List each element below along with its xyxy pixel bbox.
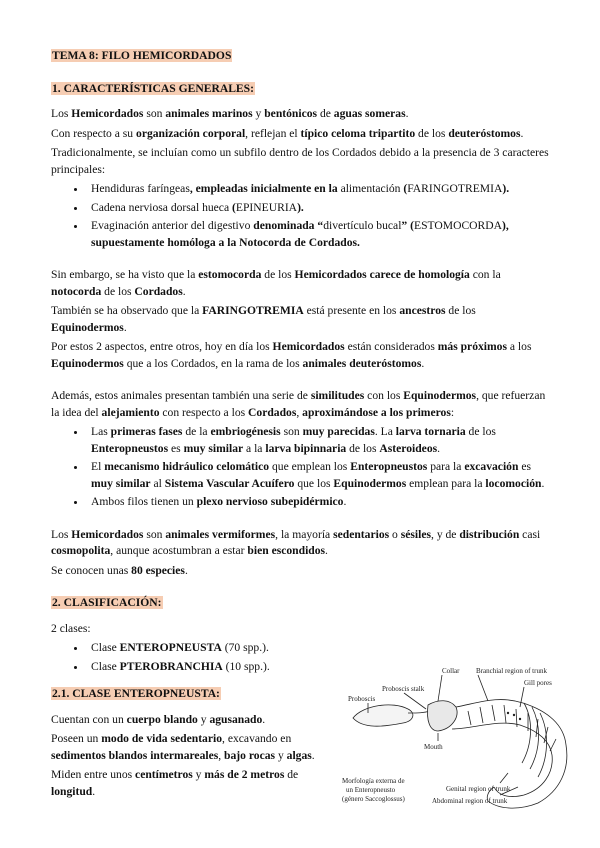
bold-term: ” ( xyxy=(401,219,414,232)
bold-term: PTEROBRANCHIA xyxy=(119,659,223,673)
paragraph: Los Hemicordados son animales vermiformes, la mayoría sedentarios o sésiles, y de distribución casi cosmopolita, aunque acostumbran a estar bien escondidos. xyxy=(51,527,541,557)
paragraph: Los Hemicordados son animales marinos y bentónicos de aguas someras. xyxy=(51,107,409,120)
label-proboscis-stalk: Proboscis stalk xyxy=(382,685,425,693)
bold-term: aproximándose a los primeros xyxy=(302,405,451,419)
label-collar: Collar xyxy=(442,667,460,675)
bold-term: muy similar xyxy=(91,476,151,490)
bullet-list xyxy=(51,424,551,511)
page-title: TEMA 8: FILO HEMICORDADOS xyxy=(52,49,232,62)
bold-term: Equinodermos xyxy=(333,476,407,490)
bold-term: bentónicos xyxy=(264,107,318,120)
list-item: • Cadena nerviosa dorsal hueca (EPINEURIA). xyxy=(87,200,551,217)
bold-term: bajo rocas xyxy=(224,748,276,762)
paragraph: También se ha observado que la FARINGOTREMIA está presente en los ancestros de los Equinodermos. xyxy=(51,304,476,334)
caption-line-3: (género Saccoglossus) xyxy=(342,795,405,803)
bold-term: excavación xyxy=(464,460,519,473)
bold-term: 80 especies xyxy=(131,563,185,577)
bold-term: sésiles xyxy=(400,527,432,541)
bold-term: ( xyxy=(229,200,236,214)
bold-term: ). xyxy=(297,200,304,214)
bold-term: estomocorda xyxy=(198,268,262,281)
section-1-heading: 1. CARACTERÍSTICAS GENERALES: xyxy=(52,81,254,95)
bold-term: bien escondidos xyxy=(247,544,326,557)
bold-term: modo de vida sedentario xyxy=(101,732,223,745)
bold-term: más de 2 metros xyxy=(204,768,285,781)
bold-term: Hemicordados xyxy=(71,527,144,541)
bold-term: muy parecidas xyxy=(302,425,375,438)
bold-term: plexo nervioso subepidérmico xyxy=(196,495,344,508)
list-item: • Clase PTEROBRANCHIA (10 spp.). xyxy=(87,659,551,676)
bold-term: longitud xyxy=(51,784,93,798)
label-gill-pores: Gill pores xyxy=(524,679,552,687)
bold-term: Enteropneustos xyxy=(91,441,169,455)
list-item: • Evaginación anterior del digestivo denominada “divertículo bucal” (ESTOMOCORDA), supuestamente homóloga a la Notocorda de Cordados. xyxy=(87,218,551,251)
bullet-list xyxy=(51,181,551,251)
bold-term: organización corporal xyxy=(136,126,246,140)
bold-term: muy similar xyxy=(183,441,244,455)
bold-term: cosmopolita xyxy=(51,544,111,557)
bold-term: ), supuestamente homóloga a la Notocorda de Cordados. xyxy=(91,219,509,249)
list-item: • Hendiduras faríngeas, empleadas inicialmente en la alimentación (FARINGOTREMIA). xyxy=(87,181,551,198)
bold-term: alejamiento xyxy=(101,405,160,419)
bold-term: sedimentos blandos intermareales xyxy=(51,748,219,762)
paragraph: Además, estos animales presentan también una serie de similitudes con los Equinodermos, que refuerzan la idea del alejamiento con respecto a los Cordados, aproximándose a los primeros: xyxy=(51,389,546,419)
bold-term: locomoción xyxy=(485,476,542,490)
bold-term: ancestros xyxy=(399,304,446,317)
paragraph: Sin embargo, se ha visto que la estomocorda de los Hemicordados carece de homología con la notocorda de los Cordados. xyxy=(51,268,501,298)
bold-term: Equinodermos xyxy=(51,320,124,334)
list-item: • Ambos filos tienen un plexo nervioso subepidérmico. xyxy=(87,494,551,511)
paragraph: Cuentan con un cuerpo blando y agusanado. xyxy=(51,712,266,726)
bold-term: denominada “ xyxy=(250,219,324,232)
bold-term: embriogénesis xyxy=(210,425,281,438)
paragraph: Miden entre unos centímetros y más de 2 metros de longitud. xyxy=(51,768,299,798)
paragraph: 2 clases: xyxy=(51,621,91,635)
label-genital-region: Genital region of trunk xyxy=(446,785,511,793)
bold-term: Hemicordados carece de homología xyxy=(294,268,470,281)
paragraph: Poseen un modo de vida sedentario, excavando en sedimentos blandos intermareales, bajo rocas y algas. xyxy=(51,732,315,762)
label-branchial-region: Branchial region of trunk xyxy=(476,667,547,675)
bold-term: Equinodermos xyxy=(51,356,124,370)
bold-term: cuerpo blando xyxy=(126,712,198,726)
bold-term: ENTEROPNEUSTA xyxy=(119,641,222,654)
bold-term: Asteroideos xyxy=(379,441,438,455)
paragraph: Se conocen unas 80 especies. xyxy=(51,563,188,577)
list-item: • Las primeras fases de la embriogénesis son muy parecidas. La larva tornaria de los Enteropneustos es muy similar a la larva bipinnaria de los Asteroideos. xyxy=(87,424,551,457)
section-2-1-heading: 2.1. CLASE ENTEROPNEUSTA: xyxy=(52,687,220,700)
caption-line-2: un Enteropneusto xyxy=(346,786,396,794)
bold-term: algas xyxy=(286,748,312,762)
bold-term: Equinodermos xyxy=(403,389,477,402)
bold-term: ( xyxy=(400,182,408,195)
bold-term: agusanado xyxy=(209,712,263,726)
list-item: • Clase ENTEROPNEUSTA (70 spp.). xyxy=(87,640,551,657)
bold-term: ). xyxy=(502,182,510,195)
bold-term: primeras fases xyxy=(110,425,183,438)
bold-term: animales marinos xyxy=(165,107,253,120)
bold-term: sedentarios xyxy=(333,527,390,541)
label-abdominal-region: Abdominal region of trunk xyxy=(432,797,508,805)
enteropneust-illustration xyxy=(338,663,582,813)
bold-term: larva tornaria xyxy=(395,425,466,438)
bold-term: , empleadas inicialmente en la xyxy=(189,182,341,195)
bold-term: típico celoma tripartito xyxy=(300,126,416,140)
paragraph: Tradicionalmente, se incluían como un subfilo dentro de los Cordados debido a la presencia de 3 caracteres principales: xyxy=(51,146,549,176)
bold-term: notocorda xyxy=(51,284,102,298)
bold-term: animales deuteróstomos xyxy=(302,356,422,370)
caption-line-1: Morfología externa de xyxy=(342,777,405,785)
bold-term: aguas someras xyxy=(333,107,406,120)
paragraph: Por estos 2 aspectos, entre otros, hoy en día los Hemicordados están considerados más próximos a los Equinodermos que a los Cordados, en la rama de los animales deuteróstomos. xyxy=(51,340,532,370)
bold-term: Sistema Vascular Acuífero xyxy=(164,476,295,490)
label-proboscis: Proboscis xyxy=(348,695,376,703)
bold-term: centímetros xyxy=(135,768,193,781)
label-mouth: Mouth xyxy=(424,743,443,751)
paragraph: Con respecto a su organización corporal, reflejan el típico celoma tripartito de los deuteróstomos. xyxy=(51,126,524,140)
section-2-heading: 2. CLASIFICACIÓN: xyxy=(52,596,162,609)
bold-term: Cordados xyxy=(248,405,297,419)
bold-term: Hemicordados xyxy=(272,340,345,353)
bold-term: similitudes xyxy=(310,389,365,402)
bold-term: animales vermiformes xyxy=(165,527,276,541)
list-item: • El mecanismo hidráulico celomático que emplean los Enteropneustos para la excavación es muy similar al Sistema Vascular Acuífero que los Equinodermos emplean para la locomoción. xyxy=(87,459,551,492)
bold-term: FARINGOTREMIA xyxy=(202,304,304,317)
bold-term: larva bipinnaria xyxy=(265,441,347,455)
bold-term: deuteróstomos xyxy=(448,126,521,140)
bold-term: más próximos xyxy=(437,340,507,353)
bold-term: Enteropneustos xyxy=(350,460,428,473)
bold-term: Cordados xyxy=(134,284,183,298)
bold-term: mecanismo hidráulico celomático xyxy=(104,460,270,473)
bold-term: Hemicordados xyxy=(71,107,144,120)
bold-term: distribución xyxy=(459,527,520,541)
